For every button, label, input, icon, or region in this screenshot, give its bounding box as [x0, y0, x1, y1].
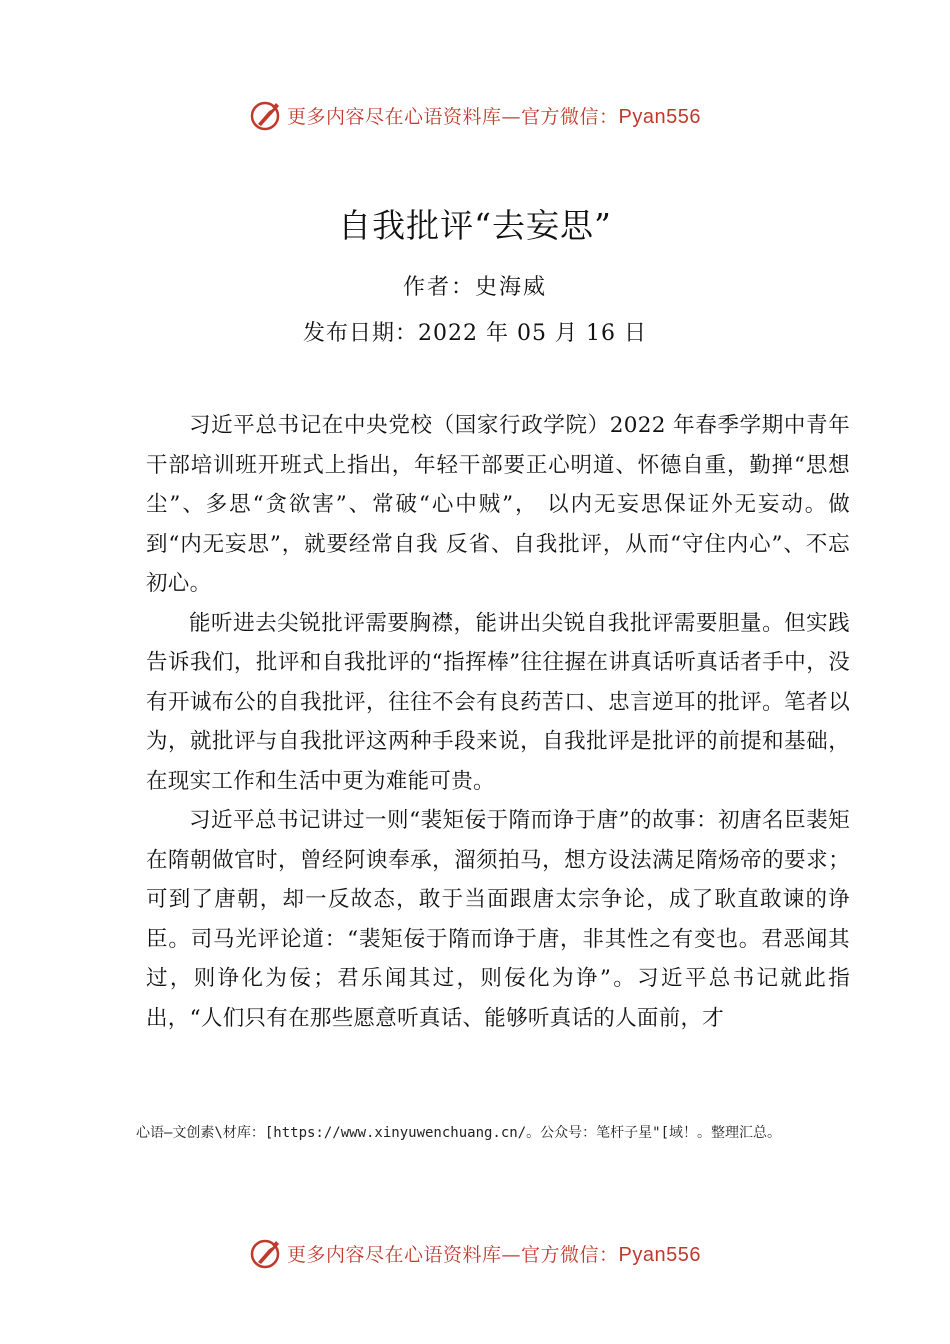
source-footnote: 心语—文创素\材库：[https://www.xinyuwenchuang.cn/。公众号：笔杆子星"[域！。整理汇总。: [136, 1125, 782, 1141]
article-date: 发布日期：2022 年 05 月 16 日: [303, 321, 647, 346]
paragraph: 能听进去尖锐批评需要胸襟，能讲出尖锐自我批评需要胆量。但实践告诉我们，批评和自我批评的“指挥棒”往往握在讲真话听真话者手中，没有开诚布公的自我批评，往往不会有良药苦口、忠言逆耳的批评。笔者以为，就批评与自我批评这两种手段来说，自我批评是批评的前提和基础，在现实工作和生活中更为难能可贵。: [146, 610, 850, 794]
paragraph: 习近平总书记讲过一则“裴矩佞于隋而诤于唐”的故事：初唐名臣裴矩在隋朝做官时，曾经阿谀奉承，溜须拍马，想方设法满足隋炀帝的要求；可到了唐朝，却一反故态，敢于当面跟唐太宗争论，成了耿直敢谏的诤臣。司马光评论道：“裴矩佞于隋而诤于唐，非其性之有变也。君恶闻其过，则诤化为佞；君乐闻其过，则佞化为诤”。习近平总书记就此指出，“人们只有在那些愿意听真话、能够听真话的人面前，才: [146, 808, 850, 1031]
banner-text-cn: 更多内容尽在心语资料库—官方微信：: [287, 1243, 619, 1266]
article-title: 自我批评“去妄思”: [338, 206, 612, 245]
article-author: 作者：史海威: [402, 275, 547, 300]
quill-logo-icon: [249, 1236, 283, 1270]
footer-banner: [0, 1233, 950, 1273]
banner-wechat-id: Pyan556: [618, 1243, 701, 1266]
quill-logo-icon: [249, 98, 283, 132]
paragraph: 习近平总书记在中央党校（国家行政学院）2022 年春季学期中青年干部培训班开班式上指出，年轻干部要正心明道、怀德自重，勤掸“思想尘”、多思“贪欲害”、常破“心中贼”， 以内无妄思保证外无妄动。做到“内无妄思”，就要经常自我 反省、自我批评，从而“守住内心”、不忘初心。: [146, 413, 850, 596]
banner-text-cn: 更多内容尽在心语资料库—官方微信：: [287, 105, 619, 128]
banner-text: [287, 102, 701, 129]
banner-text: [287, 1240, 701, 1267]
banner-wechat-id: Pyan556: [618, 105, 701, 128]
header-banner: [0, 95, 950, 135]
article-body: [146, 406, 850, 1038]
